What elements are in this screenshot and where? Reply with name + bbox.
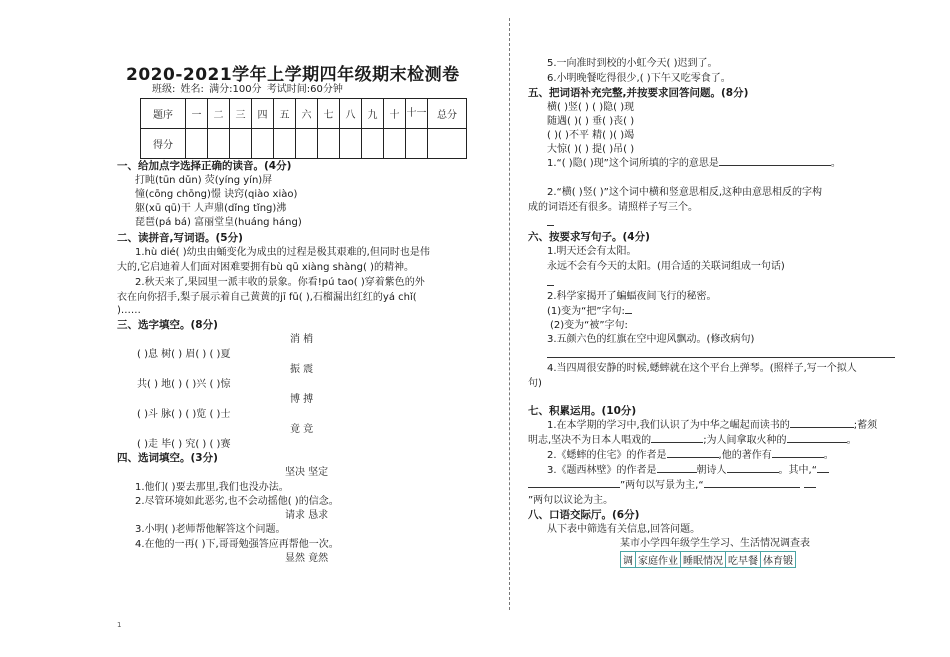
score-col-7: 七 <box>318 99 340 129</box>
score-col-11: 十一 <box>406 99 428 129</box>
s7-q3-line-2 <box>528 479 816 492</box>
s8-intro: 从下表中筛选有关信息,回答问题。 <box>547 524 701 535</box>
score-cell[interactable] <box>186 129 208 159</box>
column-divider <box>509 18 510 610</box>
s4-q1: 1.他们( )要去那里,我们也没办法。 <box>135 482 289 493</box>
s7-q3-line-3: ”两句以议论为主。 <box>528 495 614 506</box>
s1-line-4: 琵琶(pá bá) 富丽堂皇(huáng háng) <box>135 217 302 228</box>
s3-pair-3: 博 搏 <box>290 394 314 405</box>
score-total-label: 总分 <box>428 99 467 129</box>
s4-q3: 3.小明( )老师帮他解答这个问题。 <box>135 524 286 535</box>
score-cell[interactable] <box>252 129 274 159</box>
s7-q2 <box>547 449 834 462</box>
score-cell[interactable] <box>384 129 406 159</box>
s6-q3: 3.五颜六色的红旗在空中迎风飘动。(修改病句) <box>547 334 755 345</box>
score-cell[interactable] <box>274 129 296 159</box>
s4-pair-3: 显然 竟然 <box>285 553 329 564</box>
section-3-heading: 三、选字填空。(8分) <box>117 319 218 331</box>
s6-q1-line-1: 1.明天还会有太阳。 <box>547 246 637 257</box>
s4-q2: 2.尽管环境如此恶劣,也不会动摇他( )的信念。 <box>135 496 339 507</box>
s6-q2b: (2)变为“被”字句: <box>550 320 628 331</box>
s7-q1-line-2 <box>528 434 857 447</box>
s6-q2a <box>547 305 632 318</box>
score-cell[interactable] <box>406 129 428 159</box>
survey-header-cell: 家庭作业 <box>636 552 681 568</box>
s5-q2-answer-line[interactable] <box>547 225 554 226</box>
s5-q1: 1.“( )隐( )现”这个词所填的字的意思是 。 <box>547 158 841 169</box>
s5-q2-line-2: 成的词语还有很多。请照样子写三个。 <box>528 202 698 213</box>
page-number: 1 <box>117 621 122 629</box>
score-row-points <box>141 129 467 159</box>
s6-q4-line-1: 4.当四周很安静的时候,蟋蟀就在这个平台上弹琴。(照样子,写一个拟人 <box>547 363 857 374</box>
s4-pair-2: 请求 恳求 <box>285 510 329 521</box>
score-cell[interactable] <box>362 129 384 159</box>
s7-q2-text-a: 2.《蟋蟀的住宅》的作者是 <box>547 450 667 461</box>
s7-q1-text-e: 。 <box>846 435 857 446</box>
section-4-heading: 四、选词填空。(3分) <box>117 452 218 464</box>
s5-q2-line-1: 2.“横( )竖( )”这个词中横和竖意思相反,这种由意思相反的字构 <box>547 187 823 198</box>
s7-q3-text-a: 3.《题西林壁》的作者是 <box>547 465 657 476</box>
s3-row-1: ( )息 树( ) 眉( ) ( )夏 <box>137 349 231 360</box>
s7-q2-text-b: ,他的著作有 <box>718 450 772 461</box>
s7-q1-blank-3[interactable] <box>787 442 847 443</box>
s3-pair-4: 竟 竞 <box>290 424 314 435</box>
s2-line-5: )…… <box>117 305 141 316</box>
section-6-heading: 六、按要求写句子。(4分) <box>528 231 650 243</box>
score-cell[interactable] <box>230 129 252 159</box>
s6-q3-answer-line[interactable] <box>547 357 895 358</box>
s6-q1-line-2: 永远不会有今天的太阳。(用合适的关联词组成一句话) <box>547 261 785 272</box>
s2-line-3: 2.秋天来了,果园里一派丰收的景象。你看!pú tao( )穿着紫色的外 <box>135 277 425 288</box>
s7-q3-line-1 <box>547 464 829 477</box>
s7-q1-blank-2[interactable] <box>651 442 703 443</box>
exam-info: 班级: 姓名: 满分:100分 考试时间:60分钟 <box>152 84 343 95</box>
s7-q2-text-c: 。 <box>823 450 834 461</box>
s6-q2a-answer-line[interactable] <box>625 313 632 314</box>
s7-q1-text-b: ;蓄须 <box>853 420 878 431</box>
s7-q1-text-c: 明志,坚决不为日本人唱戏的 <box>528 435 652 446</box>
s5-row-3: ( )( )不平 精( )( )竭 <box>547 130 635 141</box>
s3-pair-1: 消 梢 <box>290 334 314 345</box>
score-cell[interactable] <box>340 129 362 159</box>
score-col-10: 十 <box>384 99 406 129</box>
s7-q1-text-a: 1.在本学期的学习中,我们认识了为中华之崛起而读书的 <box>547 420 790 431</box>
s7-q1-blank-1[interactable] <box>790 427 854 428</box>
survey-table <box>620 551 796 568</box>
s7-q1-line-1 <box>547 419 877 432</box>
score-col-8: 八 <box>340 99 362 129</box>
section-7-heading: 七、积累运用。(10分) <box>528 405 637 417</box>
s3-row-4: ( )走 毕( ) 究( ) ( )赛 <box>137 439 231 450</box>
s7-q2-blank-2[interactable] <box>772 457 824 458</box>
survey-header-cell: 吃早餐 <box>726 552 761 568</box>
score-cell[interactable] <box>318 129 340 159</box>
s5-row-4: 大惊( )( ) 提( )吊( ) <box>547 144 635 155</box>
s6-q4-line-2: 句) <box>528 378 542 389</box>
s1-line-1: 打盹(tūn dǔn) 荧(yíng yín)屏 <box>135 175 273 186</box>
s4-q5: 5.一向准时到校的小虹今天( )迟到了。 <box>547 58 718 69</box>
s7-q3-text-b: 朝诗人 <box>696 465 727 476</box>
score-table <box>140 98 467 159</box>
s2-line-4: 衣在向你招手,梨子展示着自己黄黄的jī fū( ),石榴漏出红红的yá chǐ( <box>117 292 417 303</box>
s7-q3-blank-4[interactable] <box>528 487 620 488</box>
score-cell[interactable] <box>296 129 318 159</box>
s2-line-1: 1.hù dié( )幼虫由蛹变化为成虫的过程是极其艰难的,但同时也是伟 <box>135 247 430 258</box>
s4-q6: 6.小明晚餐吃得很少,( )下午又吃零食了。 <box>547 73 731 84</box>
section-2-heading: 二、读拼音,写词语。(5分) <box>117 232 243 244</box>
score-col-6: 六 <box>296 99 318 129</box>
s1-line-3: 躯(xū qū)干 人声鼎(dǐng tǐng)沸 <box>135 203 287 214</box>
s5-q1-text: 1.“( )隐( )现”这个词所填的字的意思是 <box>547 158 719 169</box>
s7-q3-text-d: ”两句以写景为主,“ <box>620 480 704 491</box>
s1-line-2: 憧(cōng chōng)憬 诀窍(qiào xiào) <box>135 189 298 200</box>
score-col-4: 四 <box>252 99 274 129</box>
s5-row-1: 横( )竖( ) ( )隐( )现 <box>547 102 635 113</box>
s7-q3-blank-6[interactable] <box>804 487 816 488</box>
score-col-1: 一 <box>186 99 208 129</box>
section-8-heading: 八、口语交际厅。(6分) <box>528 509 640 521</box>
s2-line-2: 大的,它启迪着人们面对困难要拥有bù qū xiàng shàng( )的精神。 <box>117 262 414 273</box>
survey-title: 某市小学四年级学生学习、生活情况调查表 <box>620 538 810 549</box>
score-col-2: 二 <box>208 99 230 129</box>
score-col-9: 九 <box>362 99 384 129</box>
score-cell[interactable] <box>208 129 230 159</box>
s3-pair-2: 振 震 <box>290 364 314 375</box>
s6-q2a-text: (1)变为“把”字句: <box>547 306 625 317</box>
score-row-order <box>141 99 467 129</box>
s7-q1-text-d: ;为人间拿取火种的 <box>703 435 787 446</box>
s7-q2-blank-1[interactable] <box>667 457 719 458</box>
s5-q1-answer-line[interactable] <box>719 165 831 166</box>
survey-header-cell: 睡眠情况 <box>681 552 726 568</box>
s6-q1-answer-line[interactable] <box>547 285 554 286</box>
section-5-heading: 五、把词语补充完整,并按要求回答问题。(8分) <box>528 87 749 99</box>
survey-header-row <box>621 552 796 568</box>
s3-row-2: 共( ) 地( ) ( )兴 ( )惊 <box>137 379 231 390</box>
score-col-5: 五 <box>274 99 296 129</box>
score-points-label: 得分 <box>141 129 186 159</box>
exam-title: 2020-2021学年上学期四年级期末检测卷 <box>126 65 460 85</box>
survey-header-cell: 调 <box>621 552 636 568</box>
score-header-label: 题序 <box>141 99 186 129</box>
s5-row-2: 随遇( )( ) 垂( )丧( ) <box>547 116 635 127</box>
s7-q3-blank-2[interactable] <box>727 472 779 473</box>
s6-q2: 2.科学家揭开了蝙蝠夜间飞行的秘密。 <box>547 291 717 302</box>
section-1-heading: 一、给加点字选择正确的读音。(4分) <box>117 160 292 172</box>
s7-q3-blank-1[interactable] <box>657 472 697 473</box>
score-col-3: 三 <box>230 99 252 129</box>
s4-pair-1: 坚决 坚定 <box>285 467 329 478</box>
s7-q3-blank-5[interactable] <box>704 487 800 488</box>
s4-q4: 4.在他的一再( )下,哥哥勉强答应再帮他一次。 <box>135 539 339 550</box>
s3-row-3: ( )斗 脉( ) ( )览 ( )士 <box>137 409 231 420</box>
s7-q3-text-c: 。其中,“ <box>778 465 817 476</box>
s7-q3-blank-3[interactable] <box>817 472 829 473</box>
score-cell[interactable] <box>428 129 467 159</box>
survey-header-cell: 体育锻 <box>761 552 796 568</box>
